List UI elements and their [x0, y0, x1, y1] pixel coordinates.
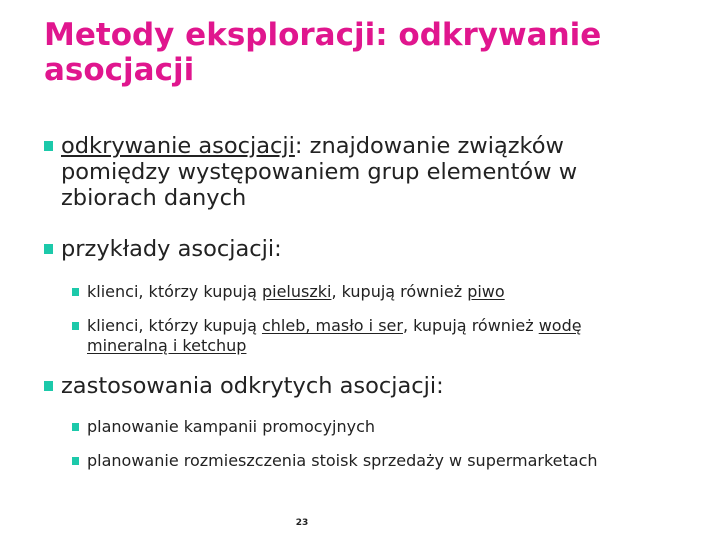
- bullet-text: zastosowania odkrytych asocjacji:: [61, 373, 444, 399]
- square-bullet-icon: [72, 423, 79, 431]
- square-bullet-icon: [44, 244, 53, 254]
- item-underlined: chleb, masło i ser: [261, 316, 403, 335]
- slide-title: Metody eksploracji: odkrywanie asocjacji: [44, 17, 602, 88]
- bullet-definition: [44, 133, 664, 211]
- definition-text: : znajdowanie związków pomiędzy występowaniem grup elementów w zbiorach danych: [61, 133, 578, 211]
- example-text: klienci, którzy kupują pieluszki, kupują również piwo: [87, 282, 505, 301]
- application-text: planowanie rozmieszczenia stoisk sprzedaży w supermarketach: [87, 451, 598, 470]
- term-association-discovery: odkrywanie asocjacji: [61, 133, 295, 159]
- application-item-1: [72, 417, 662, 437]
- example-item-1: [72, 282, 662, 302]
- bullet-text: przykłady asocjacji:: [61, 236, 282, 262]
- item-underlined: pieluszki: [261, 282, 332, 301]
- square-bullet-icon: [44, 141, 53, 151]
- page-number: 23: [295, 518, 309, 528]
- example-item-2: [72, 316, 662, 356]
- bullet-examples: [44, 236, 664, 262]
- bullet-text: [61, 133, 664, 211]
- square-bullet-icon: [72, 457, 79, 465]
- square-bullet-icon: [72, 322, 79, 330]
- example-text: klienci, którzy kupują chleb, masło i ser, kupują również wodę mineralną i ketchup: [87, 316, 582, 355]
- item-underlined: wodę mineralną i ketchup: [87, 316, 582, 355]
- bullet-applications: [44, 373, 664, 399]
- application-text: planowanie kampanii promocyjnych: [87, 417, 375, 436]
- square-bullet-icon: [72, 288, 79, 296]
- square-bullet-icon: [44, 381, 53, 391]
- application-item-2: [72, 451, 662, 471]
- item-underlined: piwo: [467, 282, 505, 301]
